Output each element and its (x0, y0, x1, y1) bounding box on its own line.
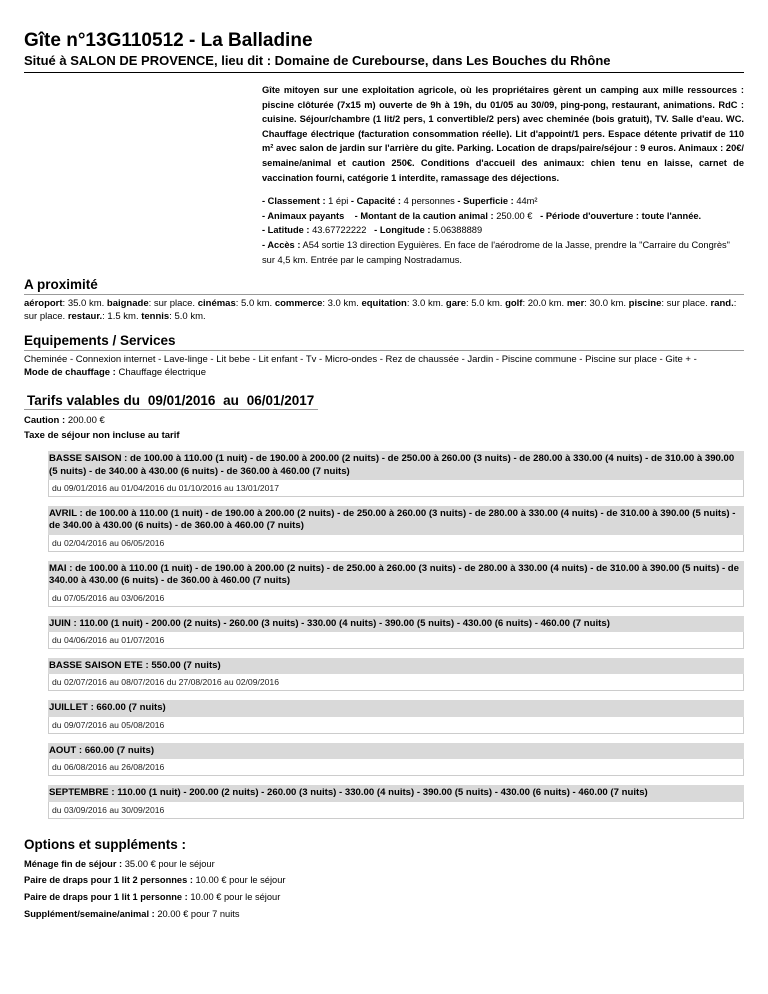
option-value: 10.00 € pour le séjour (190, 892, 281, 903)
equipements-section (24, 333, 744, 379)
longitude-value: 5.06388889 (433, 225, 483, 236)
period-dates: du 06/08/2016 au 26/08/2016 (48, 759, 744, 776)
period-dates: du 02/07/2016 au 08/07/2016 du 27/08/2016 au 02/09/2016 (48, 674, 744, 691)
ouverture-label: - Période d'ouverture : toute l'année. (540, 210, 702, 221)
tarif-period (48, 658, 744, 691)
equipements-list: Cheminée - Connexion internet - Lave-linge - Lit bebe - Lit enfant - Tv - Micro-ondes - Rez de chaussée - Jardin - Piscine commune - Piscine sur place - Gite + - (24, 354, 697, 366)
prox-item: golf: 20.0 km. (505, 298, 565, 310)
acces-label: - Accès : (262, 239, 301, 250)
tarif-period (48, 616, 744, 649)
prox-item: baignade: sur place. (106, 298, 196, 310)
section-divider (24, 350, 744, 351)
caution-line (24, 415, 744, 427)
period-dates: du 07/05/2016 au 03/06/2016 (48, 590, 744, 607)
tarifs-title-mid: au (223, 393, 239, 409)
option-item (24, 856, 744, 873)
facts-line-3 (262, 223, 744, 238)
latitude-value: 43.67722222 (312, 225, 367, 236)
proximite-section (24, 277, 744, 323)
intro-block (262, 83, 744, 267)
tarif-period (48, 451, 744, 497)
tarif-period (48, 743, 744, 776)
prox-item: aéroport: 35.0 km. (24, 298, 105, 310)
options-title: Options et suppléments : (24, 836, 187, 852)
prox-item: commerce: 3.0 km. (274, 298, 359, 310)
tarifs-date-to: 06/01/2017 (246, 393, 315, 409)
page-subtitle: Situé à SALON DE PROVENCE, lieu dit : Domaine de Curebourse, dans Les Bouches du Rhône (24, 53, 611, 68)
caution-value: 200.00 € (67, 415, 105, 427)
period-dates: du 02/04/2016 au 06/05/2016 (48, 535, 744, 552)
period-rates: JUILLET : 660.00 (7 nuits) (48, 700, 744, 716)
classement-value: 1 épi (328, 196, 349, 207)
period-dates: du 03/09/2016 au 30/09/2016 (48, 802, 744, 819)
option-item (24, 872, 744, 889)
period-dates: du 09/07/2016 au 05/08/2016 (48, 717, 744, 734)
page-title: Gîte n°13G110512 - La Balladine (24, 30, 313, 51)
period-dates: du 09/01/2016 au 01/04/2016 du 01/10/2016 au 13/01/2017 (48, 480, 744, 497)
taxe-note: Taxe de séjour non incluse au tarif (24, 430, 180, 442)
tarifs-title (24, 393, 318, 410)
tarif-period (48, 700, 744, 733)
option-label: Paire de draps pour 1 lit 2 personnes : (24, 875, 193, 886)
period-rates: SEPTEMBRE : 110.00 (1 nuit) - 200.00 (2 nuits) - 260.00 (3 nuits) - 330.00 (4 nuits) - 390.00 (5 nuits) - 430.00 (6 nuits) - 460.00 (7 nuits) (48, 785, 744, 801)
chauffage-line (24, 367, 744, 380)
acces-value: A54 sortie 13 direction Eyguières. En face de l'aérodrome de la Jasse, prendre la "Carraire du Congrès" sur 4,5 km. Entrée par le camping Nostradamus. (262, 239, 730, 265)
period-rates: AVRIL : de 100.00 à 110.00 (1 nuit) - de 190.00 à 200.00 (2 nuits) - de 250.00 à 260.00 (3 nuits) - de 280.00 à 330.00 (4 nuits) - de 310.00 à 390.00 (5 nuits) - de 340.00 à 430.00 (6 nuits) - de 360.00 à 460.00 (7 nuits) (48, 506, 744, 535)
option-value: 10.00 € pour le séjour (195, 875, 286, 886)
proximite-list (24, 298, 744, 323)
option-value: 35.00 € pour le séjour (124, 858, 215, 869)
period-rates: JUIN : 110.00 (1 nuit) - 200.00 (2 nuits) - 260.00 (3 nuits) - 330.00 (4 nuits) - 390.00 (5 nuits) - 430.00 (6 nuits) - 460.00 (7 nuits) (48, 616, 744, 632)
listing-page (24, 30, 744, 923)
proximite-title: A proximité (24, 277, 98, 293)
section-divider (24, 294, 744, 295)
tarifs-date-from: 09/01/2016 (147, 393, 216, 409)
tarif-period (48, 561, 744, 607)
prox-item: piscine: sur place. (628, 298, 708, 310)
chauffage-value: Chauffage électrique (118, 366, 206, 378)
prox-item: gare: 5.0 km. (445, 298, 503, 310)
period-rates: BASSE SAISON ETE : 550.00 (7 nuits) (48, 658, 744, 674)
option-label: Paire de draps pour 1 lit 1 personne : (24, 892, 188, 903)
prox-item: equitation: 3.0 km. (361, 298, 444, 310)
facts-line-4 (262, 238, 744, 267)
capacite-label: - Capacité : (350, 196, 402, 207)
tarifs-title-prefix: Tarifs valables du (27, 393, 141, 409)
prox-item: tennis: 5.0 km. (141, 310, 206, 322)
period-rates: BASSE SAISON : de 100.00 à 110.00 (1 nuit) - de 190.00 à 200.00 (2 nuits) - de 250.00 à 260.00 (3 nuits) - de 280.00 à 330.00 (4 nuits) - de 310.00 à 390.00 (5 nuits) - de 340.00 à 430.00 (6 nuits) - de 360.00 à 460.00 (7 nuits) (48, 451, 744, 480)
facts-line-1 (262, 194, 744, 209)
description: Gîte mitoyen sur une exploitation agricole, où les propriétaires gèrent un camping aux mille ressources : piscine clôturée (7x15 m) ouverte de 9h à 19h, du 01/05 au 30/09, ping-pong, restaurant, animations. RdC : cuisine. Séjour/chambre (1 lit/2 pers, 1 convertible/2 pers) avec cheminée (bois gratuit), TV. Salle d'eau. WC. Chauffage électrique (facturation consommation réelle). Lit d'appoint/1 pers. Espace détente privatif de 110 m² avec salon de jardin sur l'arrière du gîte. Parking. Location de draps/paire/séjour : 9 euros. Animaux : 20€/ semaine/animal et caution 250€. Conditions d'accueil des animaux: chien tenu en laisse, carnet de vaccination fourni, catégorie 1 interdite, ramassage des déjections. (262, 85, 744, 183)
superficie-label: - Superficie : (457, 196, 514, 207)
option-value: 20.00 € pour 7 nuits (157, 908, 240, 919)
longitude-label: - Longitude : (374, 225, 431, 236)
option-item (24, 889, 744, 906)
prox-item: rand.: sur place. (24, 298, 737, 322)
option-item (24, 906, 744, 923)
tarifs-section (24, 379, 744, 818)
title-divider (24, 72, 744, 73)
options-section (24, 837, 744, 923)
option-label: Supplément/semaine/animal : (24, 908, 155, 919)
prox-item: cinémas: 5.0 km. (197, 298, 273, 310)
key-facts (262, 194, 744, 267)
option-label: Ménage fin de séjour : (24, 858, 123, 869)
chauffage-label: Mode de chauffage : (24, 366, 116, 378)
period-rates: AOUT : 660.00 (7 nuits) (48, 743, 744, 759)
animaux-label: - Animaux payants (262, 210, 345, 221)
caution-animal-label: - Montant de la caution animal : (354, 210, 494, 221)
latitude-label: - Latitude : (262, 225, 310, 236)
tarif-period (48, 506, 744, 552)
facts-line-2 (262, 209, 744, 224)
classement-label: - Classement : (262, 196, 326, 207)
capacite-value: 4 personnes (403, 196, 455, 207)
equipements-title: Equipements / Services (24, 333, 176, 349)
caution-label: Caution : (24, 415, 66, 427)
tarif-period (48, 785, 744, 818)
prox-item: mer: 30.0 km. (566, 298, 626, 310)
period-rates: MAI : de 100.00 à 110.00 (1 nuit) - de 190.00 à 200.00 (2 nuits) - de 250.00 à 260.00 (3 nuits) - de 280.00 à 330.00 (4 nuits) - de 310.00 à 390.00 (5 nuits) - de 340.00 à 430.00 (6 nuits) - de 360.00 à 460.00 (7 nuits) (48, 561, 744, 590)
caution-animal-value: 250.00 € (496, 210, 533, 221)
superficie-value: 44m² (516, 196, 538, 207)
prox-item: restaur.: 1.5 km. (67, 310, 139, 322)
period-dates: du 04/06/2016 au 01/07/2016 (48, 632, 744, 649)
